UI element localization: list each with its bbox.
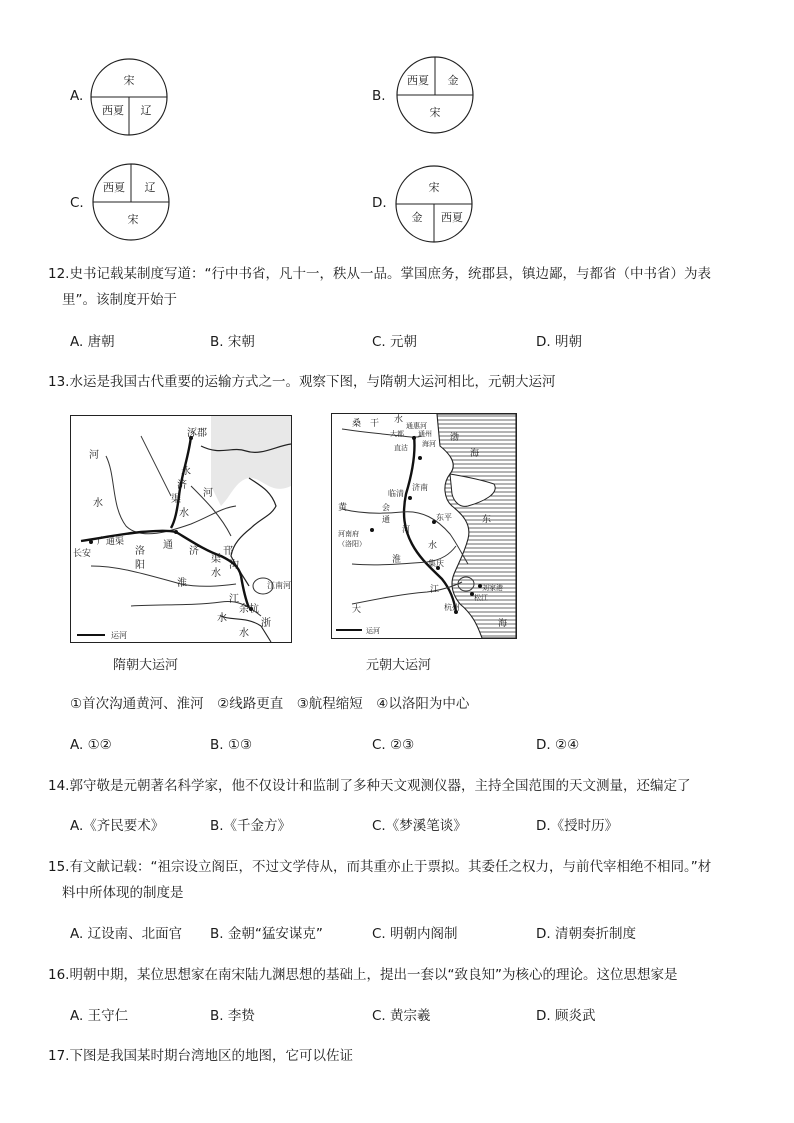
q13-stem: 13.水运是我国古代重要的运输方式之一。观察下图，与隋朝大运河相比，元朝大运河 <box>48 374 556 390</box>
yuan-label-hui: 会 <box>382 503 390 512</box>
yuan-label-shui: 水 <box>394 415 404 425</box>
sui-label-yong: 永 <box>181 466 191 477</box>
option-a-top: 宋 <box>123 74 135 87</box>
yuan-label-tonghuihe: 通惠河 <box>406 422 427 430</box>
q15-option-b[interactable]: B. 金朝“猛安谋克” <box>210 926 323 942</box>
yuan-label-jiqing: 集庆 <box>428 559 444 568</box>
yuan-label-jiang: 江 <box>430 585 440 595</box>
sui-label-changan: 长安 <box>73 549 92 559</box>
option-b-circle[interactable] <box>394 54 476 136</box>
option-a-circle[interactable] <box>88 56 170 138</box>
option-b-bottom: 宋 <box>429 106 441 119</box>
q15-option-d[interactable]: D. 清朝奏折制度 <box>536 926 636 942</box>
q13-option-b[interactable]: B. ①③ <box>210 737 253 753</box>
sui-label-shui4: 水 <box>217 613 227 624</box>
sui-label-shui3: 水 <box>211 568 221 579</box>
sui-label-huai: 淮 <box>177 578 187 589</box>
sui-label-yuhang: 余杭 <box>239 604 259 615</box>
yuan-label-dongping: 东平 <box>436 513 452 522</box>
sui-map-caption: 隋朝大运河 <box>113 658 179 673</box>
option-letter-b: B. <box>372 88 386 104</box>
option-c-bottom: 宋 <box>127 213 139 226</box>
option-b-top-left: 西夏 <box>407 74 429 87</box>
q16-option-a[interactable]: A. 王守仁 <box>70 1008 129 1024</box>
yuan-label-liujiagang: 刘家港 <box>482 584 503 592</box>
q15-stem-line2: 料中所体现的制度是 <box>62 885 184 901</box>
q16-stem: 16.明朝中期，某位思想家在南宋陆九渊思想的基础上，提出一套以“致良知”为核心的理论。这位思想家是 <box>48 967 678 983</box>
q15-option-c[interactable]: C. 明朝内阁制 <box>372 926 458 942</box>
sui-label-zhuojun: 涿郡 <box>187 428 207 439</box>
yuan-label-songjiang: 松江 <box>474 594 488 602</box>
sui-label-tong: 通 <box>163 540 173 551</box>
sui-label-zhe: 浙 <box>261 618 271 629</box>
yuan-label-sang: 桑 <box>352 419 362 429</box>
yuan-label-haihe: 海河 <box>422 440 436 448</box>
sui-label-shui5: 水 <box>239 628 249 639</box>
sui-label-ji2: 济 <box>189 546 199 557</box>
q13-option-c[interactable]: C. ②③ <box>372 737 415 753</box>
option-letter-d: D. <box>372 195 387 211</box>
yuan-label-bo: 渤 <box>450 433 460 443</box>
yuan-label-huai: 淮 <box>392 555 402 565</box>
q14-option-b[interactable]: B.《千金方》 <box>210 818 292 834</box>
q13-option-d[interactable]: D. ②④ <box>536 737 580 753</box>
q16-option-b[interactable]: B. 李贽 <box>210 1008 255 1024</box>
option-a-right: 辽 <box>140 104 152 117</box>
option-letter-c: C. <box>70 195 84 211</box>
sui-label-guangtong: 广通渠 <box>97 537 125 547</box>
option-a-left: 西夏 <box>102 104 124 117</box>
yuan-label-gan: 干 <box>370 419 380 429</box>
sui-label-luo: 洛 <box>135 546 145 557</box>
sui-label-shui2: 水 <box>179 508 189 519</box>
yuan-map-caption: 元朝大运河 <box>366 658 432 673</box>
sui-label-gou: 沟 <box>229 560 239 571</box>
sui-legend: 运河 <box>111 631 127 640</box>
q14-option-d[interactable]: D.《授时历》 <box>536 818 619 834</box>
q17-stem: 17.下图是我国某时期台湾地区的地图，它可以佐证 <box>48 1048 353 1064</box>
q12-option-d[interactable]: D. 明朝 <box>536 334 582 350</box>
q12-option-b[interactable]: B. 宋朝 <box>210 334 255 350</box>
q14-stem: 14.郭守敬是元朝著名科学家，他不仅设计和监制了多种天文观测仪器，主持全国范围的天文测量，还编定了 <box>48 778 691 794</box>
q14-option-a[interactable]: A.《齐民要术》 <box>70 818 165 834</box>
sui-label-jiangnan: 江南河 <box>267 581 291 590</box>
q13-statements: ①首次沟通黄河、淮河 ②线路更直 ③航程缩短 ④以洛阳为中心 <box>70 696 470 712</box>
option-d-top: 宋 <box>428 181 440 194</box>
sui-label-he: 河 <box>89 450 99 461</box>
yuan-label-tong: 通 <box>382 515 390 524</box>
sui-label-qu2: 渠 <box>211 554 221 565</box>
option-d-circle[interactable] <box>393 163 475 245</box>
yuan-label-tongzhou: 通州 <box>418 430 432 438</box>
yuan-label-henanfu: 河南府 <box>338 530 359 538</box>
q13-option-a[interactable]: A. ①② <box>70 737 112 753</box>
q15-option-a[interactable]: A. 辽设南、北面官 <box>70 926 183 942</box>
yuan-label-shui2: 水 <box>428 541 438 551</box>
yuan-label-huang: 黄 <box>338 503 348 513</box>
q15-stem-line1: 15.有文献记载：“祖宗设立阁臣，不过文学侍从，而其重亦止于票拟。其委任之权力，与前代宰相绝不相同。”材 <box>48 859 712 875</box>
option-c-circle[interactable] <box>90 161 172 243</box>
yuan-label-hangzhou: 杭州 <box>444 603 460 612</box>
sui-canal-map <box>70 415 292 643</box>
yuan-label-dadu: 大都 <box>390 430 404 438</box>
yuan-label-linqing: 临清 <box>388 489 404 498</box>
q16-option-c[interactable]: C. 黄宗羲 <box>372 1008 431 1024</box>
yuan-label-he: 河 <box>402 525 410 534</box>
q16-option-d[interactable]: D. 顾炎武 <box>536 1008 596 1024</box>
option-c-top-left: 西夏 <box>103 181 125 194</box>
option-b-top-right: 金 <box>447 74 459 87</box>
q14-option-c[interactable]: C.《梦溪笔谈》 <box>372 818 467 834</box>
option-c-top-right: 辽 <box>144 181 156 194</box>
sui-label-he2: 河 <box>203 488 213 499</box>
yuan-legend: 运河 <box>366 627 380 635</box>
sui-label-han: 邗 <box>223 546 233 557</box>
sui-label-qu: 渠 <box>171 494 181 505</box>
sui-label-shui: 水 <box>93 498 103 509</box>
option-letter-a: A. <box>70 88 84 104</box>
q12-stem-line2: 里”。该制度开始于 <box>62 292 177 308</box>
q12-stem-line1: 12.史书记载某制度写道：“行中书省，凡十一，秩从一品。掌国庶务，统郡县，镇边鄙，与都省（中书省）为表 <box>48 266 711 282</box>
yuan-label-da: 大 <box>352 605 362 615</box>
yuan-label-hai2: 海 <box>498 619 508 629</box>
sui-label-ji: 济 <box>177 480 187 491</box>
sui-label-jiang: 江 <box>229 594 239 605</box>
q12-option-a[interactable]: A. 唐朝 <box>70 334 115 350</box>
option-d-left: 金 <box>411 211 423 224</box>
yuan-label-dong: 东 <box>482 515 492 525</box>
sui-label-yang: 阳 <box>135 560 145 571</box>
yuan-label-luoyang: （洛阳） <box>338 540 366 548</box>
option-d-right: 西夏 <box>441 211 463 224</box>
yuan-label-hai: 海 <box>470 449 480 459</box>
q12-option-c[interactable]: C. 元朝 <box>372 334 418 350</box>
yuan-canal-map <box>331 413 517 639</box>
yuan-label-zhigu: 直沽 <box>394 444 408 452</box>
yuan-label-jinan: 济南 <box>412 483 428 492</box>
